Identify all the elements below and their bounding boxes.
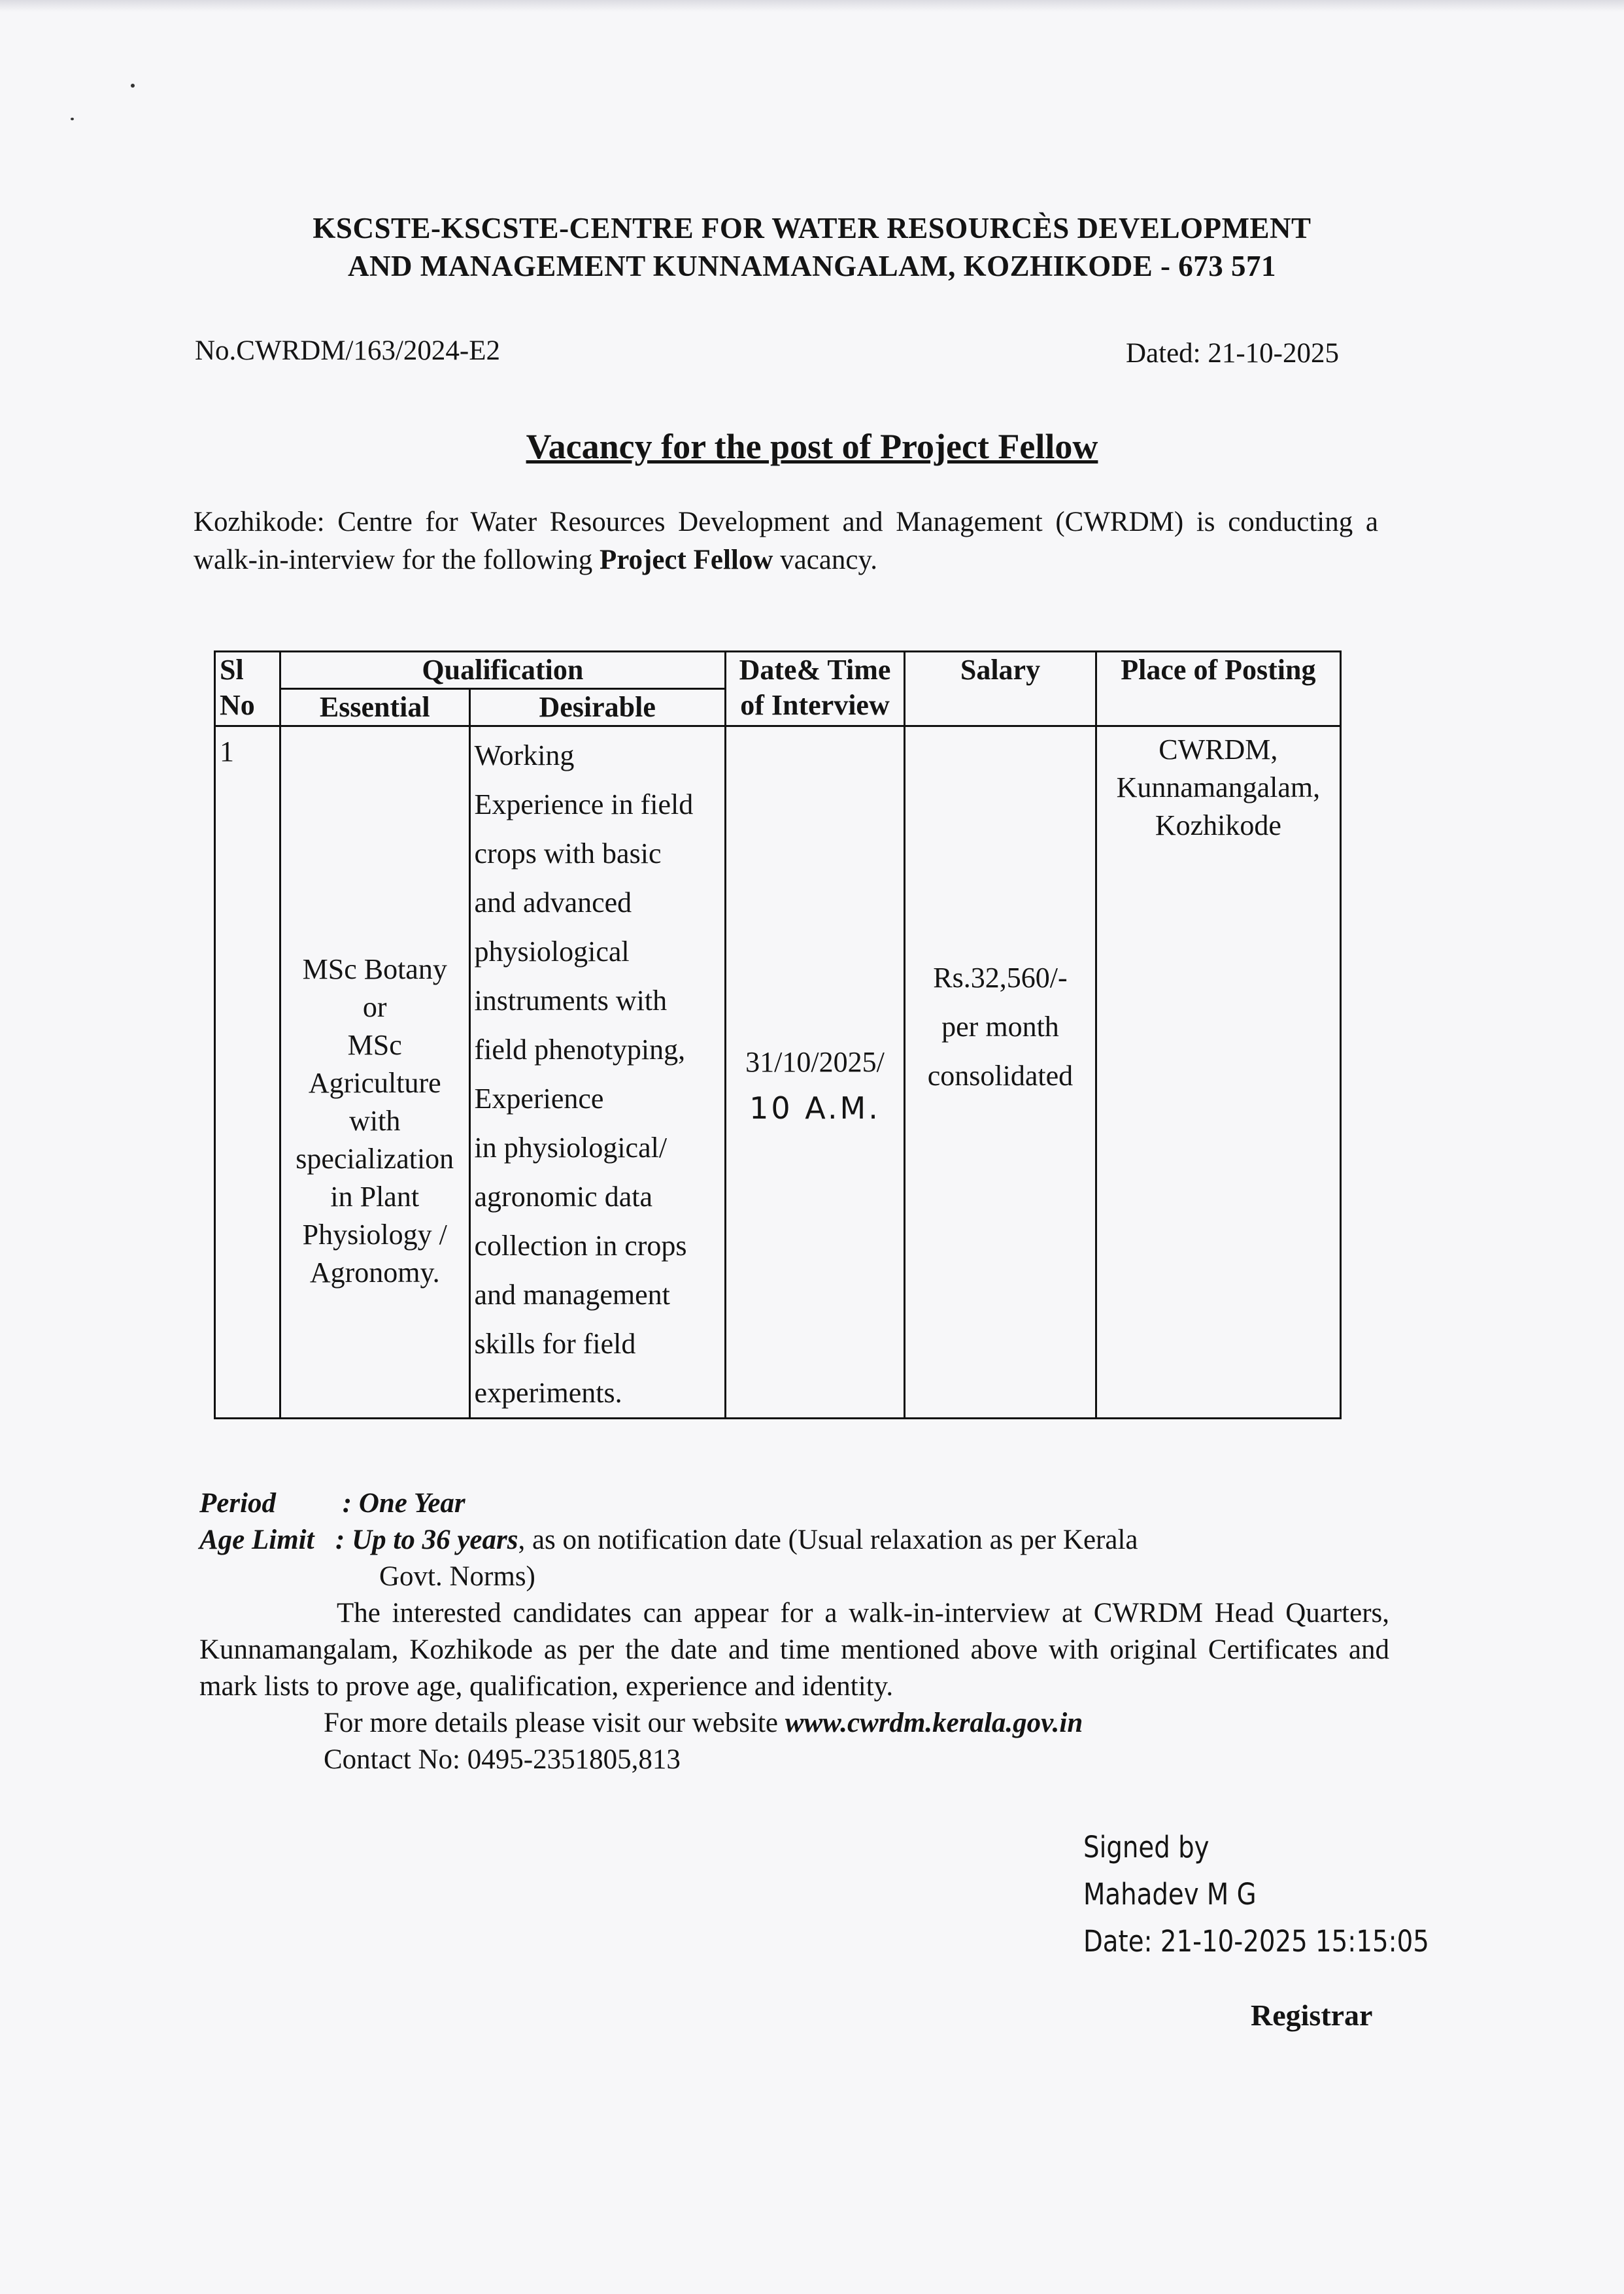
- cell-desirable: [469, 726, 725, 1419]
- desirable-line: collection in crops: [474, 1230, 687, 1262]
- age-limit-row: [199, 1522, 1389, 1559]
- signature-timestamp: Date: 21-10-2025 15:15:05: [1083, 1924, 1429, 1959]
- place-line: Kozhikode: [1155, 809, 1281, 841]
- header-line-1: KSCSTE-KSCSTE-CENTRE FOR WATER RESOURCÈS DEVELOPMENT: [313, 212, 1311, 245]
- cell-salary: [905, 726, 1096, 1419]
- registrar-designation: Registrar: [1251, 1999, 1373, 2032]
- desirable-line: crops with basic: [474, 837, 662, 869]
- essential-line: MSc: [347, 1029, 402, 1061]
- period-value: : One Year: [342, 1488, 465, 1519]
- desirable-line: Experience in field: [474, 788, 694, 820]
- desirable-line: in physiological/: [474, 1132, 668, 1164]
- essential-line: Physiology /: [302, 1219, 447, 1251]
- cell-essential: [280, 726, 469, 1419]
- place-line: CWRDM,: [1159, 734, 1278, 766]
- essential-line: specialization: [296, 1143, 454, 1175]
- scan-speck: [71, 118, 74, 120]
- header-salary: Salary: [905, 652, 1096, 726]
- signatory-name: Mahadev M G: [1083, 1877, 1257, 1912]
- essential-line: Agriculture: [308, 1067, 441, 1099]
- cell-sl-no: 1: [215, 726, 280, 1419]
- cell-place: [1096, 726, 1340, 1419]
- dated: Dated: 21-10-2025: [1126, 338, 1340, 369]
- page-title: Vacancy for the post of Project Fellow: [526, 427, 1098, 466]
- intro-post-name: Project Fellow: [599, 545, 773, 575]
- intro-paragraph: [194, 503, 1378, 579]
- header-essential: Essential: [280, 689, 469, 726]
- age-limit-value: : Up to 36 years, as on notification date (Usual relaxation as per Kerala: [335, 1525, 1138, 1555]
- document-header: [0, 209, 1624, 285]
- desirable-line: field phenotyping,: [474, 1034, 686, 1066]
- essential-line: in Plant: [330, 1181, 420, 1213]
- desirable-line: agronomic data: [474, 1181, 652, 1213]
- header-line-2: AND MANAGEMENT KUNNAMANGALAM, KOZHIKODE - 673 571: [348, 250, 1276, 282]
- table-row: [215, 726, 1341, 1419]
- scan-speck: [131, 84, 135, 88]
- essential-line: with: [349, 1105, 401, 1137]
- instructions-paragraph: The interested candidates can appear for a walk-in-interview at CWRDM Head Quarters, Kunnamangalam, Kozhikode as per the date and time mentioned above with original Certificates and mark lists to prove age, qualification, experience and identity.: [199, 1598, 1389, 1702]
- header-date-time: Date& Time of Interview: [725, 652, 904, 726]
- desirable-line: and management: [474, 1279, 670, 1311]
- salary-line: Rs.32,560/-: [933, 961, 1068, 994]
- salary-line: consolidated: [927, 1059, 1074, 1092]
- desirable-line: instruments with: [474, 985, 668, 1017]
- header-sl-no: Sl No: [215, 652, 280, 726]
- interview-time-handwritten: 10 A.M.: [749, 1090, 881, 1126]
- desirable-line: Working: [474, 739, 575, 771]
- period-row: [199, 1485, 1389, 1522]
- signed-by-label: Signed by: [1083, 1830, 1210, 1864]
- terms-section: [199, 1485, 1389, 1778]
- digital-signature: [1083, 1824, 1429, 1965]
- desirable-line: physiological: [474, 936, 630, 968]
- header-qualification: Qualification: [280, 652, 725, 689]
- intro-text: Kozhikode: Centre for Water Resources Development and Management (CWRDM) is conducting a walk-in-interview for the following: [194, 507, 1378, 575]
- header-desirable: Desirable: [469, 689, 725, 726]
- website-link[interactable]: www.cwrdm.kerala.gov.in: [785, 1708, 1083, 1738]
- table-header-row: [215, 652, 1341, 689]
- cell-date-time: [725, 726, 904, 1419]
- reference-number: No.CWRDM/163/2024-E2: [195, 335, 501, 366]
- desirable-line: experiments.: [474, 1377, 622, 1409]
- desirable-line: skills for field: [474, 1328, 636, 1360]
- essential-line: or: [362, 991, 387, 1023]
- contact-number: Contact No: 0495-2351805,813: [324, 1744, 681, 1775]
- essential-line: MSc Botany: [302, 953, 447, 985]
- desirable-line: Experience: [474, 1083, 604, 1115]
- desirable-line: and advanced: [474, 886, 632, 919]
- age-limit-label: Age Limit: [199, 1525, 314, 1555]
- essential-line: Agronomy.: [309, 1257, 440, 1289]
- period-label: Period: [199, 1488, 277, 1519]
- website-line: For more details please visit our website www.cwrdm.kerala.gov.in: [324, 1708, 1083, 1738]
- intro-end: vacancy.: [780, 545, 877, 575]
- vacancy-table: [214, 650, 1342, 1419]
- header-place: Place of Posting: [1096, 652, 1340, 726]
- age-limit-continuation: Govt. Norms): [379, 1561, 535, 1592]
- interview-date: 31/10/2025/: [745, 1046, 885, 1078]
- place-line: Kunnamangalam,: [1116, 771, 1321, 803]
- salary-line: per month: [941, 1010, 1059, 1043]
- scan-edge: [0, 0, 1624, 12]
